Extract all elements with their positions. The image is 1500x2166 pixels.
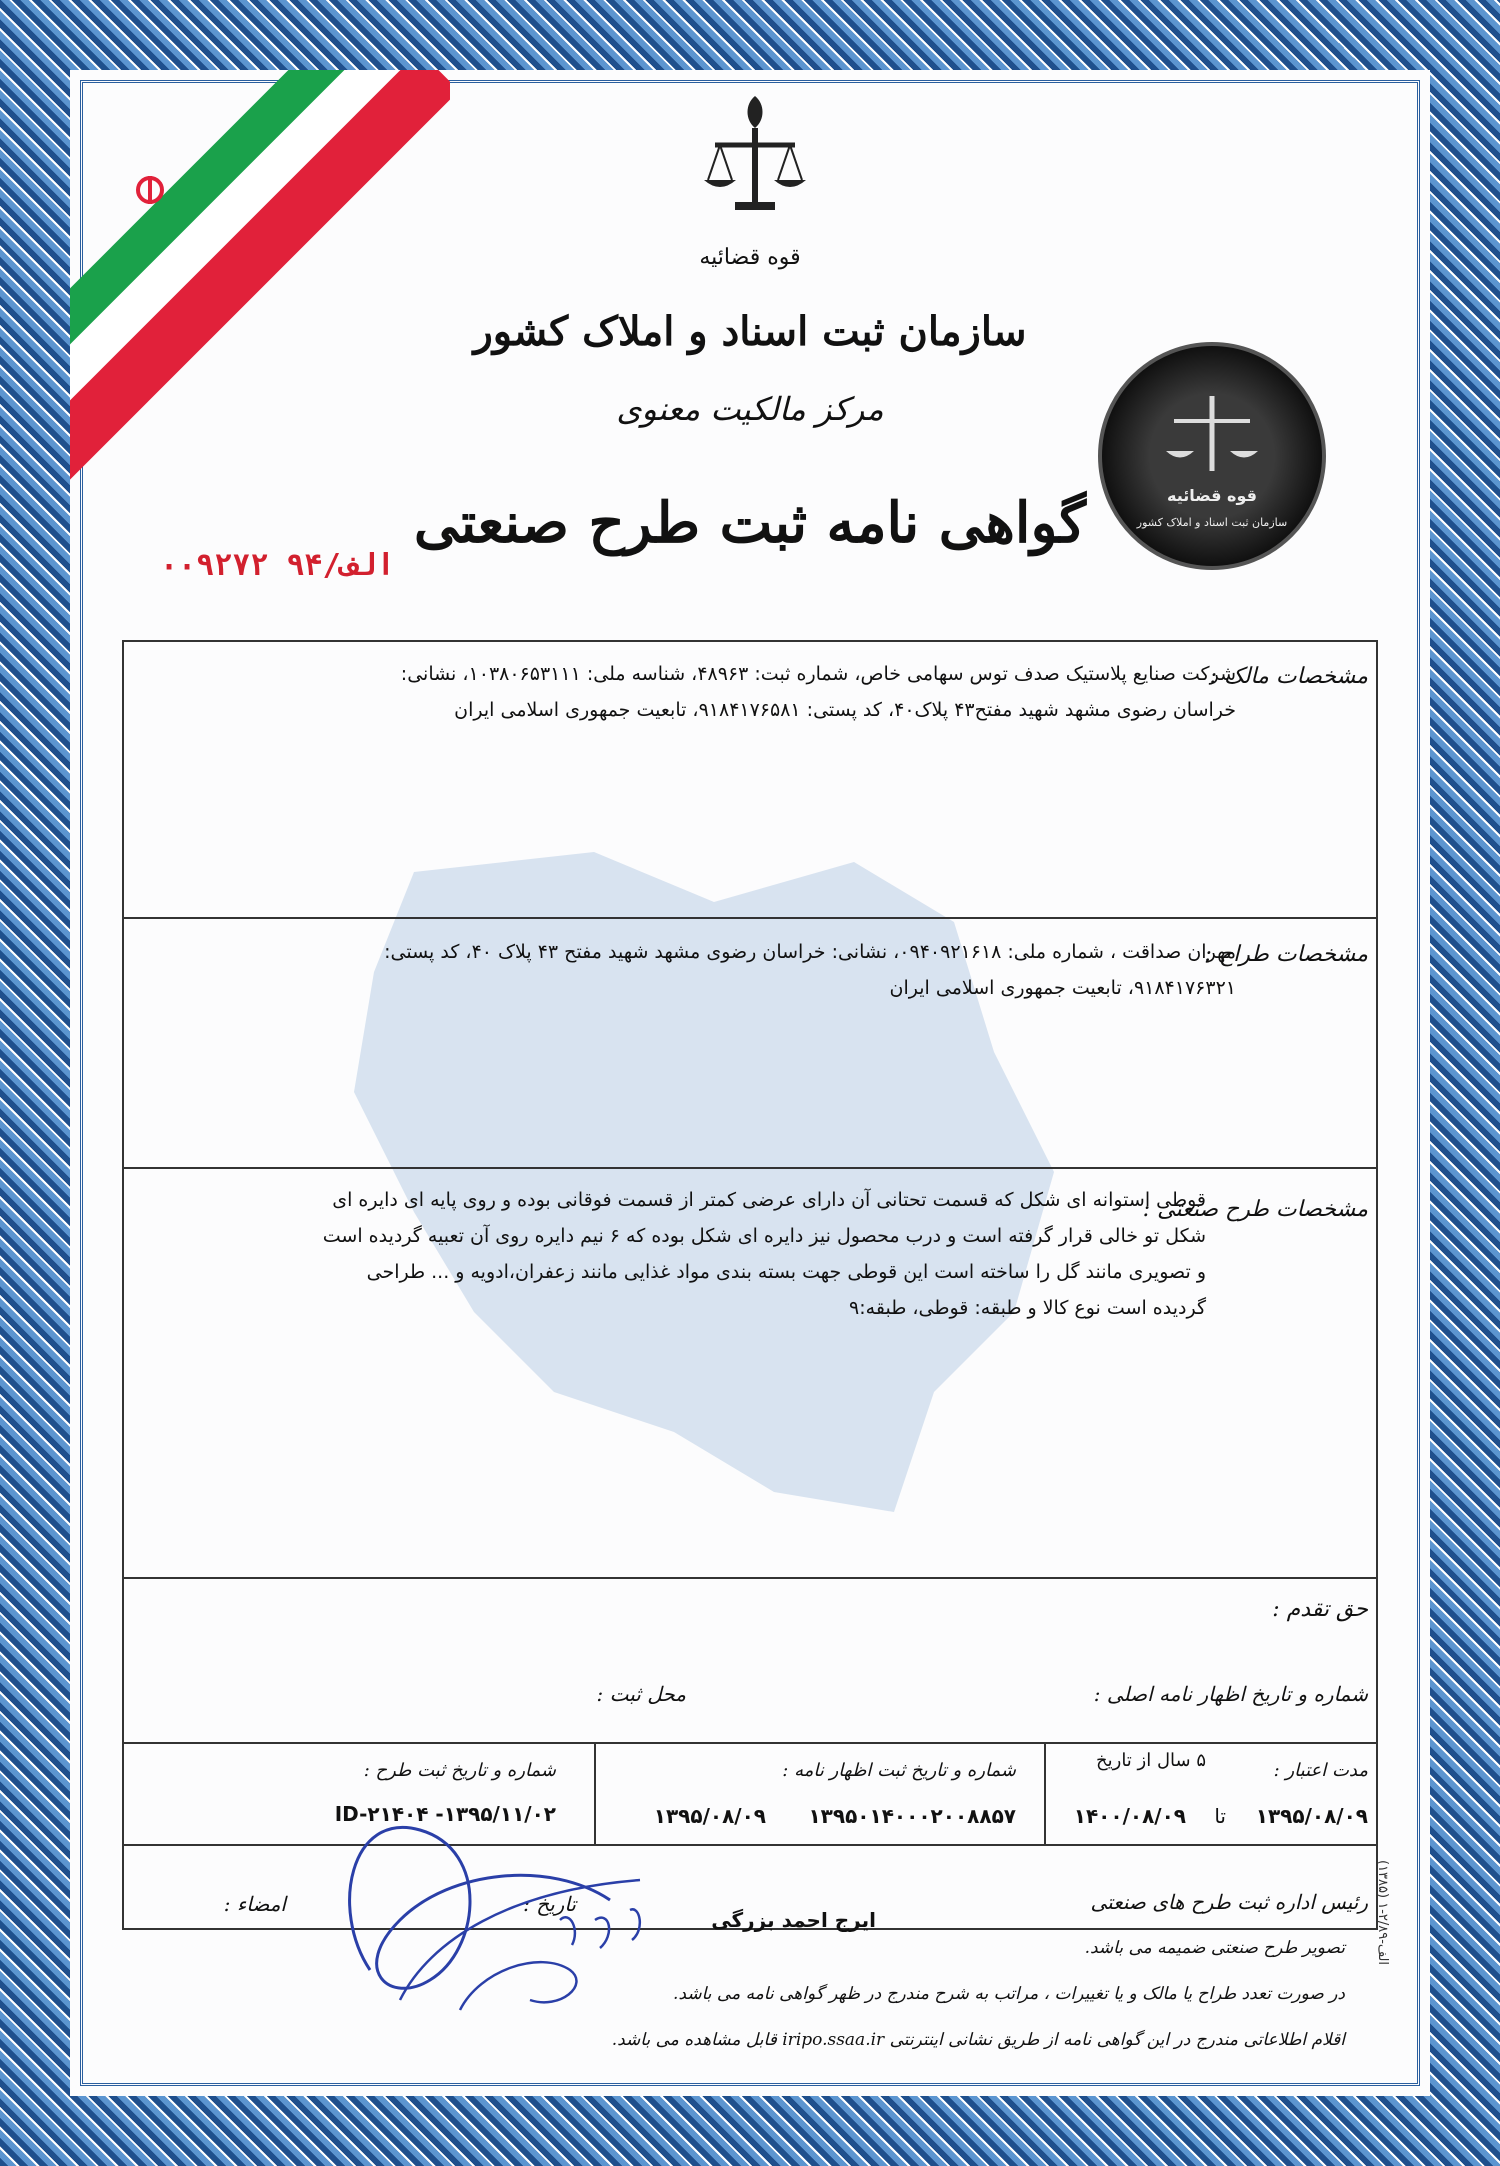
divider-designer [124,1167,1376,1169]
date-label: تاریخ : [523,1892,576,1916]
original-application-label: شماره و تاریخ اظهار نامه اصلی : [1093,1682,1368,1706]
design-line3: و تصویری مانند گل را ساخته است این قوطی جهت بسته بندی مواد غذایی مانند زعفران،ادویه و ... طراحی [366,1261,1206,1283]
hologram-seal [1098,342,1326,570]
sign-label: امضاء : [223,1892,286,1916]
footer-note-3: اقلام اطلاعاتی مندرج در این گواهی نامه از طریق نشانی اینترنتی iripo.ssaa.ir قابل مشاهده می باشد. [611,2030,1345,2050]
signatory-name: ایرج احمد بزرگی [711,1908,876,1932]
design-label: مشخصات طرح صنعتی : [1142,1197,1368,1222]
validity-period: ۵ سال از تاریخ [1096,1750,1206,1771]
design-line2: شکل تو خالی قرار گرفته است و درب محصول نیز دایره ای شکل بوده که ۶ نیم دایره روی آن تعبیه گردیده است [322,1225,1206,1247]
validity-to-word: تا [1214,1804,1226,1828]
footer-note-1: تصویر طرح صنعتی ضمیمه می باشد. [1084,1938,1345,1958]
footer-note-2: در صورت تعدد طراح یا مالک و یا تغییرات ، مراتب به شرح مندرج در ظهر گواهی نامه می باشد. [673,1984,1345,2004]
registration-label: شماره و تاریخ ثبت طرح : [363,1760,556,1781]
serial-number: الف/۹۴ ۰۰۹۲۷۲ [160,548,395,583]
validity-label: مدت اعتبار : [1273,1760,1368,1781]
application-number: ۱۳۹۵۰۱۴۰۰۰۲۰۰۸۸۵۷ [808,1804,1016,1828]
owner-line1: شرکت صنایع پلاستیک صدف توس سهامی خاص، شماره ثبت: ۴۸۹۶۳، شناسه ملی: ۱۰۳۸۰۶۵۳۱۱۱، نشانی: [400,663,1236,685]
divider-priority [124,1742,1376,1744]
cell-divider-2 [1044,1742,1046,1844]
divider-owner [124,917,1376,919]
seal-ring-text: سازمان ثبت اسناد و املاک کشور [1136,516,1288,529]
validity-to-date: ۱۴۰۰/۰۸/۰۹ [1073,1804,1186,1828]
designer-label: مشخصات طراح : [1204,942,1368,967]
certificate-table [122,640,1378,1930]
seal-scales-icon [1162,386,1262,486]
head-office-label: رئیس اداره ثبت طرح های صنعتی [1090,1890,1368,1914]
registration-place-label: محل ثبت : [596,1682,686,1706]
priority-label: حق تقدم : [1272,1597,1368,1622]
validity-from-date: ۱۳۹۵/۰۸/۰۹ [1255,1804,1368,1828]
form-code: (۱۳۸۵) ۱-۲/الف-۸۹ [1375,1860,1390,1965]
design-line4: گردیده است نوع کالا و طبقه: قوطی، طبقه:۹ [849,1297,1206,1319]
scales-emblem-icon [700,90,810,220]
handwritten-signature [310,1770,670,2030]
owner-label: مشخصات مالک : [1209,664,1368,689]
application-date: ۱۳۹۵/۰۸/۰۹ [653,1804,766,1828]
judiciary-label: قوه قضائیه [699,245,801,270]
designer-line1: مهران صداقت ، شماره ملی: ۰۹۴۰۹۲۱۶۱۸، نشانی: خراسان رضوی مشهد شهید مفتح ۴۳ پلاک ۴۰، کد پستی: [384,941,1236,963]
designer-line2: ۹۱۸۴۱۷۶۳۲۱، تابعیت جمهوری اسلامی ایران [889,977,1236,999]
owner-line2: خراسان رضوی مشهد شهید مفتح۴۳ پلاک۴۰، کد پستی: ۹۱۸۴۱۷۶۵۸۱، تابعیت جمهوری اسلامی ایران [454,699,1236,721]
application-label: شماره و تاریخ ثبت اظهار نامه : [782,1760,1016,1781]
design-line1: قوطی استوانه ای شکل که قسمت تحتانی آن دارای عرضی کمتر از قسمت فوقانی بوده و روی پایه ای دایره ای [332,1189,1206,1211]
page-title: گواهی نامه ثبت طرح صنعتی [413,490,1087,556]
flag-emblem-icon [130,170,170,210]
organization-title: سازمان ثبت اسناد و املاک کشور [473,308,1027,355]
seal-label: قوه قضائیه [1166,486,1257,505]
center-title: مرکز مالکیت معنوی [616,390,884,428]
divider-design [124,1577,1376,1579]
registration-value: ID-۲۱۴۰۴ -۱۳۹۵/۱۱/۰۲ [334,1802,556,1826]
